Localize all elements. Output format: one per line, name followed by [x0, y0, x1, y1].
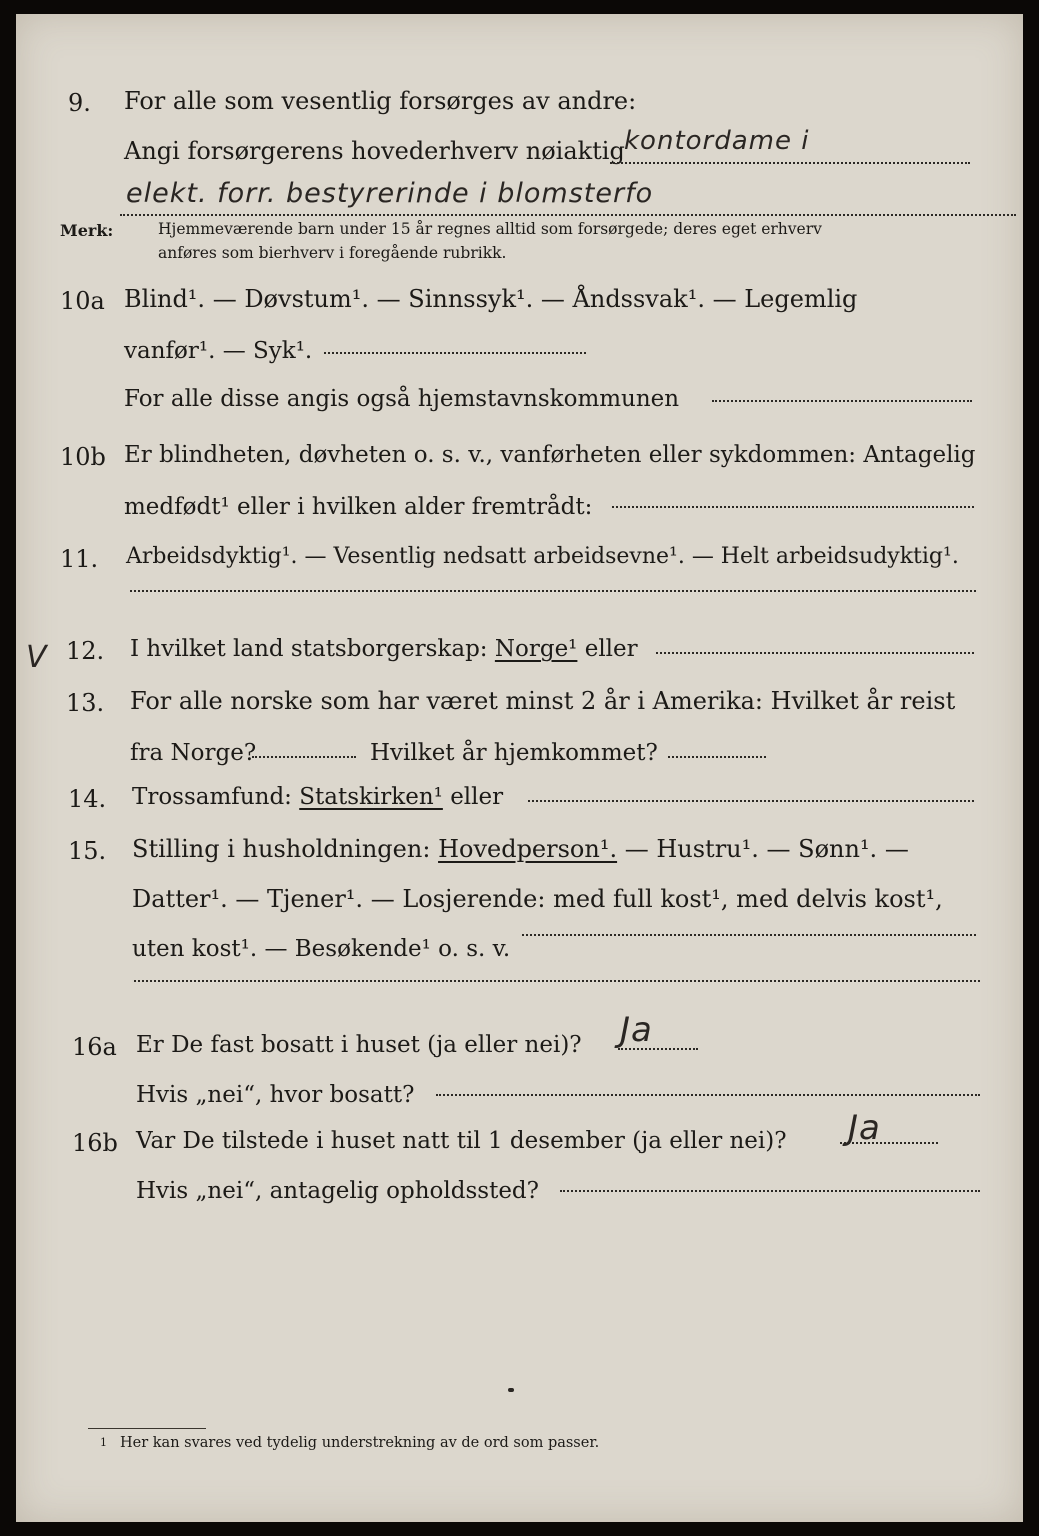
q12-answer-line [656, 652, 974, 654]
q13-number: 13. [66, 689, 105, 717]
q16a-residence-line [436, 1094, 980, 1096]
q15-answer-line-2 [134, 980, 980, 982]
q15-line3: uten kost¹. — Besøkende¹ o. s. v. [132, 936, 511, 962]
q13-line2a: fra Norge? [130, 740, 257, 766]
q10a-answer-line [324, 352, 586, 354]
q9-answer-line-2 [120, 214, 1016, 216]
ink-dot [508, 1388, 514, 1392]
q10a-hometown-line [712, 400, 972, 402]
q12-question: I hvilket land statsborgerskap: [130, 636, 488, 662]
q10b-line1: Er blindheten, døvheten o. s. v., vanførheten eller sykdommen: Antagelig [124, 442, 976, 468]
q16b-whereabouts-line [560, 1190, 980, 1192]
census-form-page [16, 14, 1023, 1522]
q16a-number: 16a [72, 1033, 117, 1061]
q9-line2: Angi forsørgerens hovederhverv nøiaktig [124, 137, 625, 165]
q11-number: 11. [60, 545, 99, 573]
q13-year-returned-line [668, 756, 766, 758]
merk-label: Merk: [60, 221, 114, 240]
q10a-line1: Blind¹. — Døvstum¹. — Sinnssyk¹. — Åndssvak¹. — Legemlig [124, 285, 858, 313]
q16a-handwritten-answer: Ja [620, 1010, 653, 1050]
q14-number: 14. [68, 785, 107, 813]
q9-number: 9. [68, 89, 91, 117]
q15-line2: Datter¹. — Tjener¹. — Losjerende: med full kost¹, med delvis kost¹, [132, 885, 943, 913]
merk-line1: Hjemmeværende barn under 15 år regnes alltid som forsørgede; deres eget erhverv [158, 220, 822, 238]
q10a-line2: vanfør¹. — Syk¹. [124, 338, 313, 364]
q13-line2b: Hvilket år hjemkommet? [370, 740, 658, 766]
q14-eller: eller [450, 784, 504, 810]
q16b-number: 16b [72, 1129, 118, 1157]
q15-question: Stilling i husholdningen: [132, 835, 431, 863]
q10b-number: 10b [60, 443, 106, 471]
q11-answer-line [130, 590, 976, 592]
q10a-line3: For alle disse angis også hjemstavnskommunen [124, 386, 680, 412]
q10b-answer-line [612, 506, 974, 508]
q12-eller: eller [584, 636, 638, 662]
q15-number: 15. [68, 837, 107, 865]
q16a-line2: Hvis „nei“, hvor bosatt? [136, 1082, 415, 1108]
q13-line1: For alle norske som har været minst 2 år i Amerika: Hvilket år reist [130, 687, 956, 715]
q10a-number: 10a [60, 287, 105, 315]
q9-handwritten-occupation-2: elekt. forr. bestyrerinde i blomsterfo [126, 178, 654, 209]
q16b-line1: Var De tilstede i huset natt til 1 desember (ja eller nei)? [136, 1128, 787, 1154]
q15-line1 [132, 834, 909, 864]
q12-margin-checkmark: V [26, 640, 48, 675]
q14-answer-line [528, 800, 974, 802]
footnote-marker: 1 [100, 1436, 107, 1449]
q11-line1: Arbeidsdyktig¹. — Vesentlig nedsatt arbeidsevne¹. — Helt arbeidsudyktig¹. [126, 544, 959, 569]
q16b-handwritten-answer: Ja [848, 1108, 881, 1148]
q15-options-rest: — Hustru¹. — Sønn¹. — [624, 835, 909, 863]
q12-text [130, 634, 638, 664]
merk-line2: anføres som bierhverv i foregående rubrikk. [158, 244, 507, 262]
q14-statskirken-option: Statskirken¹ [299, 784, 443, 810]
q15-answer-line-1 [522, 934, 976, 936]
q9-line1: For alle som vesentlig forsørges av andre: [124, 87, 637, 115]
q10b-line2: medfødt¹ eller i hvilken alder fremtrådt: [124, 494, 593, 520]
q16b-line2: Hvis „nei“, antagelig opholdssted? [136, 1178, 539, 1204]
q16a-line1: Er De fast bosatt i huset (ja eller nei)? [136, 1032, 582, 1058]
q13-year-left-line [252, 756, 356, 758]
q12-norge-option: Norge¹ [494, 636, 578, 662]
q9-handwritten-occupation-1: kontordame i [624, 126, 810, 156]
q14-question: Trossamfund: [132, 784, 292, 810]
q15-hovedperson-option: Hovedperson¹. [438, 835, 618, 863]
q14-text [132, 782, 503, 812]
footnote-text: Her kan svares ved tydelig understrekning av de ord som passer. [120, 1435, 600, 1451]
q12-number: 12. [66, 637, 105, 665]
footnote-rule [88, 1428, 206, 1429]
q9-answer-line-1 [610, 162, 970, 164]
